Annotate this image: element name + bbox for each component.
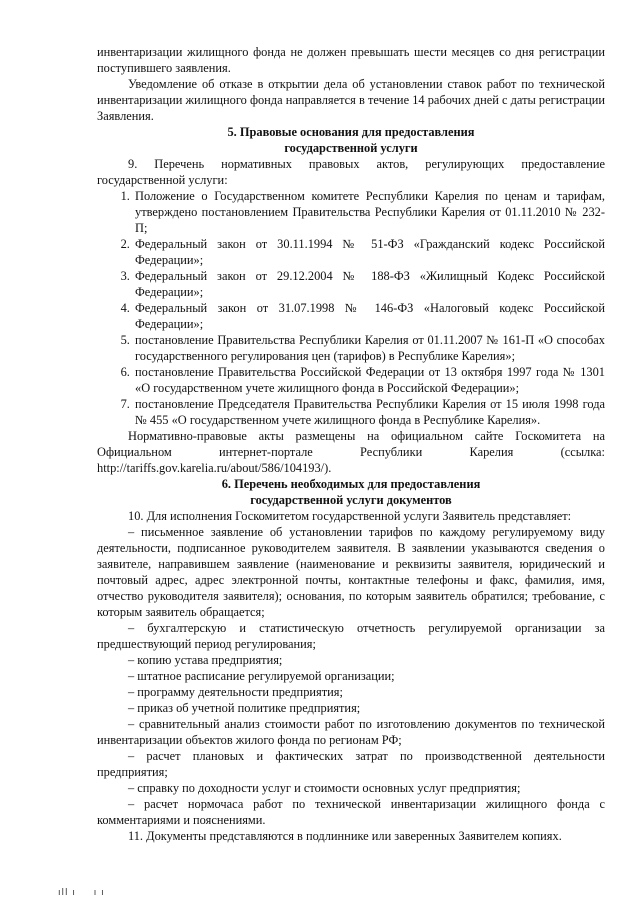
document-item: – расчет нормочаса работ по технической инвентаризации жилищного фонда с комментариями и пояснениями. [97, 797, 605, 827]
legal-act-item: 2. Федеральный закон от 30.11.1994 № 51-ФЗ «Гражданский кодекс Российской Федерации»; [133, 236, 605, 268]
document-body [97, 44, 605, 844]
section5-legal-acts-list [97, 188, 605, 428]
legal-act-item: 1. Положение о Государственном комитете Республики Карелия по ценам и тарифам, утверждено постановлением Правительства Республики Карелия от 01.11.2010 № 232-П; [133, 188, 605, 236]
section5-intro: 9. Перечень нормативных правовых актов, регулирующих предоставление государственной услуги: [97, 157, 605, 187]
document-item: – программу деятельности предприятия; [128, 685, 343, 699]
document-item: – письменное заявление об установлении тарифов по каждому регулируемому виду деятельности, подписанное руководителем заявителя. В заявлении указываются сведения о заявителе, направившем заявление (наименование и реквизиты заявителя, юридический и почтовый адрес, адрес электронной почты, контактные телефоны и факс, фамилия, имя, отчество руководителя заявителя); основания, по которым заявитель обратился; требование, с которым заявитель обращается; [97, 525, 605, 619]
footer-mark: ı ı [93, 888, 105, 898]
document-item: – штатное расписание регулируемой организации; [128, 669, 395, 683]
section6-closing: 11. Документы представляются в подлиннике или заверенных Заявителем копиях. [128, 829, 562, 843]
legal-act-item: 7. постановление Председателя Правительства Республики Карелия от 15 июля 1998 года № 455 «О государственном учете жилищного фонда в Республике Карелия». [133, 396, 605, 428]
document-item: – справку по доходности услуг и стоимости основных услуг предприятия; [128, 781, 521, 795]
section5-closing: Нормативно-правовые акты размещены на официальном сайте Госкомитета на Официальном интернет-портале Республики Карелия (ссылка: http://tariffs.gov.karelia.ru/about/586/104193/). [97, 429, 605, 475]
legal-act-item: 5. постановление Правительства Республики Карелия от 01.11.2007 № 161-П «О способах государственного регулирования цен (тарифов) в Республике Карелия»; [133, 332, 605, 364]
legal-act-item: 4. Федеральный закон от 31.07.1998 № 146-ФЗ «Налоговый кодекс Российской Федерации»; [133, 300, 605, 332]
paragraph-top-2: Уведомление об отказе в открытии дела об установлении ставок работ по технической инвентаризации жилищного фонда направляется в течение 14 рабочих дней с даты регистрации Заявления. [97, 77, 605, 123]
legal-act-item: 6. постановление Правительства Российской Федерации от 13 октября 1997 года № 1301 «О государственном учете жилищного фонда в Российской Федерации»; [133, 364, 605, 396]
section5-heading-line2: государственной услуги [284, 141, 418, 155]
section5-heading [97, 124, 605, 156]
document-item: – приказ об учетной политике предприятия; [128, 701, 361, 715]
section6-heading-line2: государственной услуги документов [250, 493, 452, 507]
footer-scan-marks [58, 888, 119, 898]
paragraph-top-1: инвентаризации жилищного фонда не должен превышать шести месяцев со дня регистрации поступившего заявления. [97, 45, 605, 75]
document-item: – бухгалтерскую и статистическую отчетность регулируемой организации за предшествующий период регулирования; [97, 621, 605, 651]
document-item: – копию устава предприятия; [128, 653, 283, 667]
document-item: – расчет плановых и фактических затрат по производственной деятельности предприятия; [97, 749, 605, 779]
section6-heading [97, 476, 605, 508]
legal-act-item: 3. Федеральный закон от 29.12.2004 № 188-ФЗ «Жилищный Кодекс Российской Федерации»; [133, 268, 605, 300]
section6-documents-list [97, 524, 605, 828]
section5-heading-line1: 5. Правовые основания для предоставления [227, 125, 475, 139]
document-item: – сравнительный анализ стоимости работ по изготовлению документов по технической инвентаризации объектов жилого фонда по регионам РФ; [97, 717, 605, 747]
section6-heading-line1: 6. Перечень необходимых для предоставления [221, 477, 481, 491]
footer-mark: ıll ı [58, 888, 76, 898]
section6-intro: 10. Для исполнения Госкомитетом государственной услуги Заявитель представляет: [128, 509, 572, 523]
